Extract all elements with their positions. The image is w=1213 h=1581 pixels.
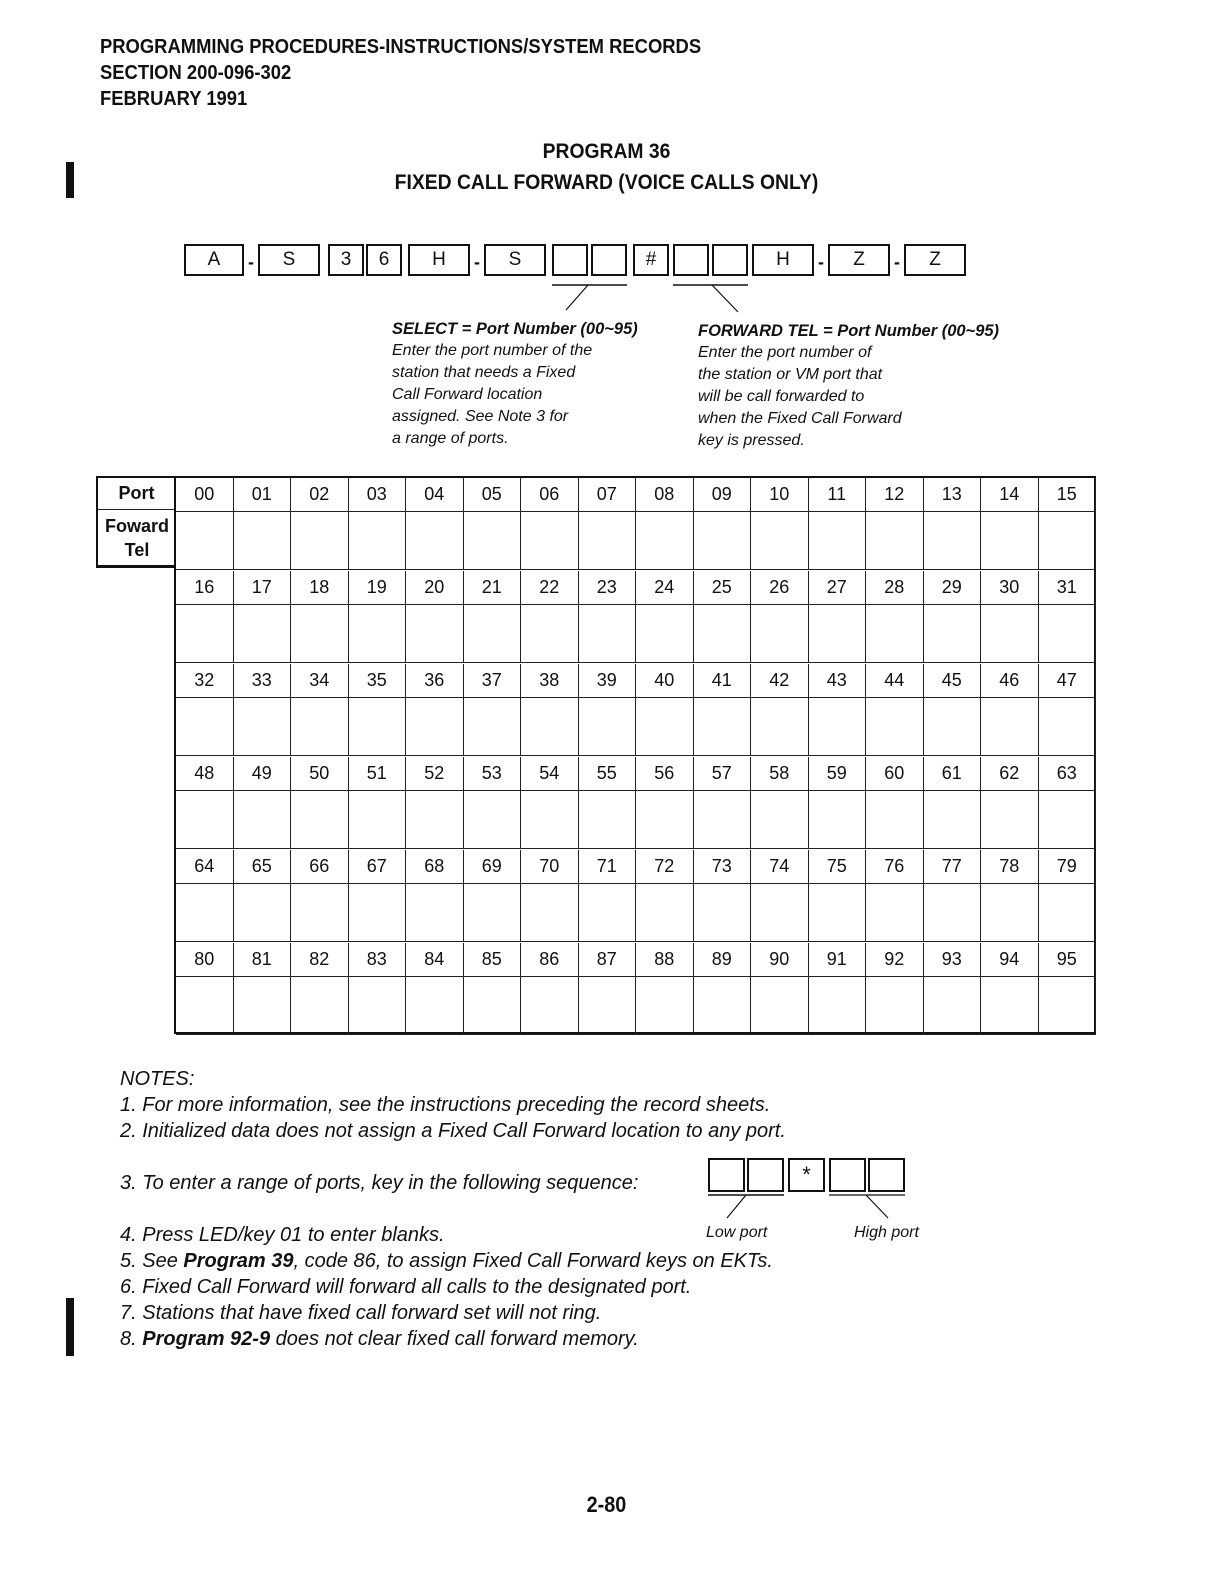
- forward-tel-entry-cell[interactable]: [636, 605, 694, 663]
- forward-tel-entry-cell[interactable]: [464, 977, 522, 1035]
- forward-tel-entry-cell[interactable]: [809, 791, 867, 849]
- key-dash: -: [818, 252, 824, 272]
- forward-line: will be call forwarded to: [698, 388, 865, 405]
- forward-tel-entry-cell[interactable]: [636, 512, 694, 570]
- port-number-cell: 04: [406, 478, 464, 512]
- port-number-cell: 46: [981, 664, 1039, 698]
- port-number-cell: 74: [751, 850, 809, 884]
- forward-line: when the Fixed Call Forward: [698, 410, 902, 427]
- forward-tel-entry-cell[interactable]: [521, 605, 579, 663]
- forward-tel-entry-cell[interactable]: [694, 698, 752, 756]
- port-number-cell: 92: [866, 943, 924, 977]
- port-number-cell: 31: [1039, 571, 1097, 605]
- port-number-cell: 18: [291, 571, 349, 605]
- key-dash: -: [894, 252, 900, 272]
- port-number-cell: 27: [809, 571, 867, 605]
- forward-tel-entry-cell[interactable]: [234, 884, 292, 942]
- port-number-cell: 22: [521, 571, 579, 605]
- forward-tel-entry-cell[interactable]: [924, 791, 982, 849]
- note-5-program-ref: Program 39: [183, 1250, 294, 1272]
- forward-tel-entry-cell[interactable]: [1039, 605, 1097, 663]
- forward-tel-entry-cell[interactable]: [981, 512, 1039, 570]
- forward-tel-entry-cell[interactable]: [981, 698, 1039, 756]
- forward-tel-entry-cell[interactable]: [464, 512, 522, 570]
- forward-tel-entry-cell[interactable]: [924, 698, 982, 756]
- forward-line: key is pressed.: [698, 432, 805, 449]
- port-number-cell: 82: [291, 943, 349, 977]
- forward-tel-entry-cell[interactable]: [694, 791, 752, 849]
- forward-line: Enter the port number of: [698, 344, 872, 361]
- key-s: S: [258, 244, 320, 276]
- port-number-cell: 57: [694, 757, 752, 791]
- forward-line: the station or VM port that: [698, 366, 883, 383]
- forward-heading: FORWARD TEL = Port Number (00~95): [698, 322, 1000, 340]
- notes-heading: NOTES:: [120, 1068, 195, 1090]
- forward-tel-entry-cell[interactable]: [291, 791, 349, 849]
- forward-tel-entry-cell[interactable]: [406, 512, 464, 570]
- forward-tel-label: [96, 510, 176, 568]
- range-box-blank: [868, 1158, 905, 1192]
- forward-tel-entry-cell[interactable]: [981, 791, 1039, 849]
- forward-tel-entry-cell[interactable]: [866, 884, 924, 942]
- note-2: 2. Initialized data does not assign a Fixed Call Forward location to any port.: [120, 1120, 786, 1142]
- header-line-3: FEBRUARY 1991: [100, 88, 248, 110]
- forward-tel-entry-cell[interactable]: [464, 605, 522, 663]
- port-number-cell: 29: [924, 571, 982, 605]
- low-port-label: Low port: [706, 1224, 768, 1241]
- forward-tel-entry-cell[interactable]: [1039, 884, 1097, 942]
- port-number-cell: 55: [579, 757, 637, 791]
- forward-tel-entry-cell[interactable]: [809, 977, 867, 1035]
- port-number-cell: 73: [694, 850, 752, 884]
- forward-tel-entry-cell[interactable]: [234, 977, 292, 1035]
- header-line-1: PROGRAMMING PROCEDURES-INSTRUCTIONS/SYSTEM RECORDS: [100, 36, 702, 58]
- forward-tel-entry-cell[interactable]: [291, 605, 349, 663]
- port-number-cell: 66: [291, 850, 349, 884]
- port-number-cell: 78: [981, 850, 1039, 884]
- port-number-cell: 51: [349, 757, 407, 791]
- port-number-cell: 69: [464, 850, 522, 884]
- forward-tel-entry-cell[interactable]: [464, 791, 522, 849]
- port-number-cell: 90: [751, 943, 809, 977]
- forward-tel-entry-cell[interactable]: [176, 977, 234, 1035]
- forward-tel-entry-cell[interactable]: [579, 884, 637, 942]
- header-line-2: SECTION 200-096-302: [100, 62, 292, 84]
- key-a: A: [184, 244, 244, 276]
- port-number-cell: 52: [406, 757, 464, 791]
- note-5-text: , code 86, to assign Fixed Call Forward keys on EKTs.: [293, 1250, 773, 1272]
- range-box-blank: [829, 1158, 866, 1192]
- port-number-cell: 10: [751, 478, 809, 512]
- note-8-program-ref: Program 92-9: [142, 1328, 271, 1350]
- port-number-cell: 85: [464, 943, 522, 977]
- change-bar-notes: [66, 1298, 74, 1356]
- forward-tel-entry-cell[interactable]: [751, 698, 809, 756]
- port-number-cell: 21: [464, 571, 522, 605]
- notes-section: [120, 1066, 786, 1144]
- port-number-cell: 47: [1039, 664, 1097, 698]
- port-number-cell: 23: [579, 571, 637, 605]
- notes-continued: [120, 1222, 773, 1352]
- port-number-cell: 80: [176, 943, 234, 977]
- range-pointers: [0, 1190, 1213, 1220]
- forward-tel-entry-cell[interactable]: [579, 605, 637, 663]
- port-number-cell: 91: [809, 943, 867, 977]
- forward-tel-entry-cell[interactable]: [579, 977, 637, 1035]
- forward-tel-entry-cell[interactable]: [234, 791, 292, 849]
- forward-tel-entry-cell[interactable]: [924, 884, 982, 942]
- port-number-cell: 76: [866, 850, 924, 884]
- forward-label-line: Tel: [124, 540, 150, 560]
- forward-tel-entry-cell[interactable]: [176, 698, 234, 756]
- forward-tel-entry-cell[interactable]: [521, 977, 579, 1035]
- select-line: assigned. See Note 3 for: [392, 408, 569, 425]
- forward-tel-entry-cell[interactable]: [809, 698, 867, 756]
- forward-tel-entry-cell[interactable]: [636, 884, 694, 942]
- forward-tel-entry-cell[interactable]: [751, 977, 809, 1035]
- forward-tel-entry-cell[interactable]: [866, 977, 924, 1035]
- port-number-cell: 42: [751, 664, 809, 698]
- port-number-cell: 17: [234, 571, 292, 605]
- forward-tel-entry-cell[interactable]: [464, 884, 522, 942]
- key-z: Z: [828, 244, 890, 276]
- port-number-cell: 41: [694, 664, 752, 698]
- port-number-cell: 45: [924, 664, 982, 698]
- port-number-cell: 28: [866, 571, 924, 605]
- forward-tel-entry-cell[interactable]: [406, 698, 464, 756]
- program-title: FIXED CALL FORWARD (VOICE CALLS ONLY): [394, 171, 819, 194]
- port-number-cell: 68: [406, 850, 464, 884]
- forward-tel-entry-cell[interactable]: [291, 698, 349, 756]
- program-number: PROGRAM 36: [542, 140, 671, 163]
- forward-tel-entry-cell[interactable]: [866, 605, 924, 663]
- port-number-cell: 20: [406, 571, 464, 605]
- key-hash: #: [633, 244, 669, 276]
- forward-description: [698, 320, 999, 452]
- forward-tel-entry-cell[interactable]: [234, 512, 292, 570]
- port-number-cell: 67: [349, 850, 407, 884]
- port-number-cell: 05: [464, 478, 522, 512]
- port-number-cell: 94: [981, 943, 1039, 977]
- port-number-cell: 58: [751, 757, 809, 791]
- port-number-cell: 25: [694, 571, 752, 605]
- key-dash: -: [474, 252, 480, 272]
- forward-tel-entry-cell[interactable]: [521, 884, 579, 942]
- forward-tel-entry-cell[interactable]: [981, 884, 1039, 942]
- forward-tel-entry-cell[interactable]: [579, 512, 637, 570]
- forward-tel-entry-cell[interactable]: [579, 698, 637, 756]
- forward-tel-entry-cell[interactable]: [406, 977, 464, 1035]
- port-number-cell: 07: [579, 478, 637, 512]
- forward-tel-entry-cell[interactable]: [521, 698, 579, 756]
- forward-tel-entry-cell[interactable]: [751, 605, 809, 663]
- port-number-cell: 08: [636, 478, 694, 512]
- forward-tel-entry-cell[interactable]: [694, 884, 752, 942]
- select-heading: SELECT = Port Number (00~95): [392, 320, 638, 338]
- port-number-cell: 13: [924, 478, 982, 512]
- port-number-cell: 70: [521, 850, 579, 884]
- port-number-cell: 24: [636, 571, 694, 605]
- forward-tel-entry-cell[interactable]: [521, 512, 579, 570]
- port-number-cell: 75: [809, 850, 867, 884]
- forward-tel-entry-cell[interactable]: [349, 884, 407, 942]
- forward-tel-entry-cell[interactable]: [176, 605, 234, 663]
- forward-tel-entry-cell[interactable]: [924, 512, 982, 570]
- forward-tel-entry-cell[interactable]: [579, 791, 637, 849]
- port-number-cell: 14: [981, 478, 1039, 512]
- port-number-cell: 59: [809, 757, 867, 791]
- forward-tel-entry-cell[interactable]: [349, 605, 407, 663]
- port-number-cell: 33: [234, 664, 292, 698]
- port-number-cell: 95: [1039, 943, 1097, 977]
- port-number-cell: 54: [521, 757, 579, 791]
- key-h: H: [408, 244, 470, 276]
- port-number-cell: 30: [981, 571, 1039, 605]
- port-number-cell: 06: [521, 478, 579, 512]
- port-number-cell: 63: [1039, 757, 1097, 791]
- note-8-text: does not clear fixed call forward memory.: [270, 1328, 639, 1350]
- port-number-cell: 26: [751, 571, 809, 605]
- port-number-cell: 77: [924, 850, 982, 884]
- port-number-cell: 71: [579, 850, 637, 884]
- forward-tel-entry-cell[interactable]: [694, 605, 752, 663]
- note-4: 4. Press LED/key 01 to enter blanks.: [120, 1224, 445, 1246]
- forward-tel-entry-cell[interactable]: [981, 977, 1039, 1035]
- port-number-cell: 34: [291, 664, 349, 698]
- port-number-cell: 83: [349, 943, 407, 977]
- forward-tel-entry-cell[interactable]: [694, 977, 752, 1035]
- select-description: [392, 318, 638, 450]
- port-number-cell: 11: [809, 478, 867, 512]
- forward-tel-entry-cell[interactable]: [291, 977, 349, 1035]
- port-number-cell: 39: [579, 664, 637, 698]
- port-number-cell: 89: [694, 943, 752, 977]
- port-number-cell: 02: [291, 478, 349, 512]
- forward-label-line: Foward: [104, 516, 169, 536]
- port-number-cell: 00: [176, 478, 234, 512]
- key-h: H: [752, 244, 814, 276]
- note-6: 6. Fixed Call Forward will forward all calls to the designated port.: [120, 1276, 692, 1298]
- forward-tel-entry-cell[interactable]: [924, 605, 982, 663]
- port-number-cell: 81: [234, 943, 292, 977]
- range-box-star: *: [788, 1158, 825, 1192]
- forward-tel-entry-cell[interactable]: [751, 791, 809, 849]
- forward-tel-entry-cell[interactable]: [809, 884, 867, 942]
- key-6: 6: [366, 244, 402, 276]
- forward-tel-entry-cell[interactable]: [694, 512, 752, 570]
- port-number-cell: 61: [924, 757, 982, 791]
- forward-tel-entry-cell[interactable]: [809, 512, 867, 570]
- port-number-cell: 79: [1039, 850, 1097, 884]
- port-number-cell: 64: [176, 850, 234, 884]
- port-number-cell: 44: [866, 664, 924, 698]
- port-number-cell: 16: [176, 571, 234, 605]
- forward-tel-entry-cell[interactable]: [406, 884, 464, 942]
- forward-tel-entry-cell[interactable]: [636, 698, 694, 756]
- port-number-cell: 36: [406, 664, 464, 698]
- forward-tel-entry-cell[interactable]: [406, 605, 464, 663]
- port-number-cell: 09: [694, 478, 752, 512]
- port-number-cell: 40: [636, 664, 694, 698]
- key-s: S: [484, 244, 546, 276]
- forward-tel-entry-cell[interactable]: [809, 605, 867, 663]
- port-number-cell: 15: [1039, 478, 1097, 512]
- forward-tel-entry-cell[interactable]: [349, 512, 407, 570]
- port-number-cell: 62: [981, 757, 1039, 791]
- key-3: 3: [328, 244, 364, 276]
- port-number-cell: 19: [349, 571, 407, 605]
- port-number-cell: 48: [176, 757, 234, 791]
- select-line: a range of ports.: [392, 430, 509, 447]
- port-number-cell: 49: [234, 757, 292, 791]
- range-box-blank: [747, 1158, 784, 1192]
- note-5-text: 5. See: [120, 1250, 184, 1272]
- forward-tel-entry-cell[interactable]: [751, 512, 809, 570]
- forward-tel-entry-cell[interactable]: [176, 791, 234, 849]
- sequence-pointers: [0, 0, 1213, 320]
- port-number-cell: 35: [349, 664, 407, 698]
- forward-tel-entry-cell[interactable]: [1039, 698, 1097, 756]
- forward-tel-entry-cell[interactable]: [636, 977, 694, 1035]
- port-number-cell: 12: [866, 478, 924, 512]
- forward-tel-entry-cell[interactable]: [981, 605, 1039, 663]
- port-number-cell: 50: [291, 757, 349, 791]
- forward-tel-entry-cell[interactable]: [291, 512, 349, 570]
- forward-tel-entry-cell[interactable]: [349, 698, 407, 756]
- port-label: Port: [96, 476, 176, 510]
- port-number-cell: 32: [176, 664, 234, 698]
- port-number-cell: 38: [521, 664, 579, 698]
- forward-tel-entry-cell[interactable]: [349, 791, 407, 849]
- high-port-label: High port: [854, 1224, 919, 1241]
- port-number-cell: 43: [809, 664, 867, 698]
- select-line: Enter the port number of the: [392, 342, 593, 359]
- port-number-cell: 93: [924, 943, 982, 977]
- forward-tel-entry-cell[interactable]: [636, 791, 694, 849]
- port-number-cell: 37: [464, 664, 522, 698]
- note-8: [120, 1326, 773, 1352]
- forward-tel-entry-cell[interactable]: [1039, 791, 1097, 849]
- forward-tel-entry-cell[interactable]: [1039, 512, 1097, 570]
- forward-tel-entry-cell[interactable]: [521, 791, 579, 849]
- note-8-text: 8.: [120, 1328, 143, 1350]
- forward-tel-entry-cell[interactable]: [1039, 977, 1097, 1035]
- forward-tel-entry-cell[interactable]: [176, 512, 234, 570]
- forward-tel-entry-cell[interactable]: [234, 605, 292, 663]
- forward-tel-entry-cell[interactable]: [866, 698, 924, 756]
- port-number-cell: 53: [464, 757, 522, 791]
- page-number: 2-80: [586, 1492, 627, 1517]
- select-line: station that needs a Fixed: [392, 364, 576, 381]
- note-5: [120, 1248, 773, 1274]
- select-line: Call Forward location: [392, 386, 543, 403]
- port-number-cell: 65: [234, 850, 292, 884]
- range-box-blank: [708, 1158, 745, 1192]
- forward-tel-entry-cell[interactable]: [866, 512, 924, 570]
- forward-tel-entry-cell[interactable]: [176, 884, 234, 942]
- forward-tel-entry-cell[interactable]: [924, 977, 982, 1035]
- forward-tel-entry-cell[interactable]: [234, 698, 292, 756]
- port-number-cell: 72: [636, 850, 694, 884]
- key-z: Z: [904, 244, 966, 276]
- note-3: 3. To enter a range of ports, key in the following sequence:: [120, 1172, 639, 1194]
- key-dash: -: [248, 252, 254, 272]
- port-number-cell: 56: [636, 757, 694, 791]
- note-7: 7. Stations that have fixed call forward set will not ring.: [120, 1302, 602, 1324]
- forward-tel-entry-cell[interactable]: [751, 884, 809, 942]
- forward-tel-entry-cell[interactable]: [406, 791, 464, 849]
- note-1: 1. For more information, see the instructions preceding the record sheets.: [120, 1094, 771, 1116]
- forward-tel-entry-cell[interactable]: [866, 791, 924, 849]
- forward-tel-entry-cell[interactable]: [464, 698, 522, 756]
- forward-tel-entry-cell[interactable]: [349, 977, 407, 1035]
- port-number-cell: 86: [521, 943, 579, 977]
- port-number-cell: 88: [636, 943, 694, 977]
- port-number-cell: 84: [406, 943, 464, 977]
- port-number-cell: 01: [234, 478, 292, 512]
- port-number-cell: 87: [579, 943, 637, 977]
- port-number-cell: 03: [349, 478, 407, 512]
- forward-tel-entry-cell[interactable]: [291, 884, 349, 942]
- port-number-cell: 60: [866, 757, 924, 791]
